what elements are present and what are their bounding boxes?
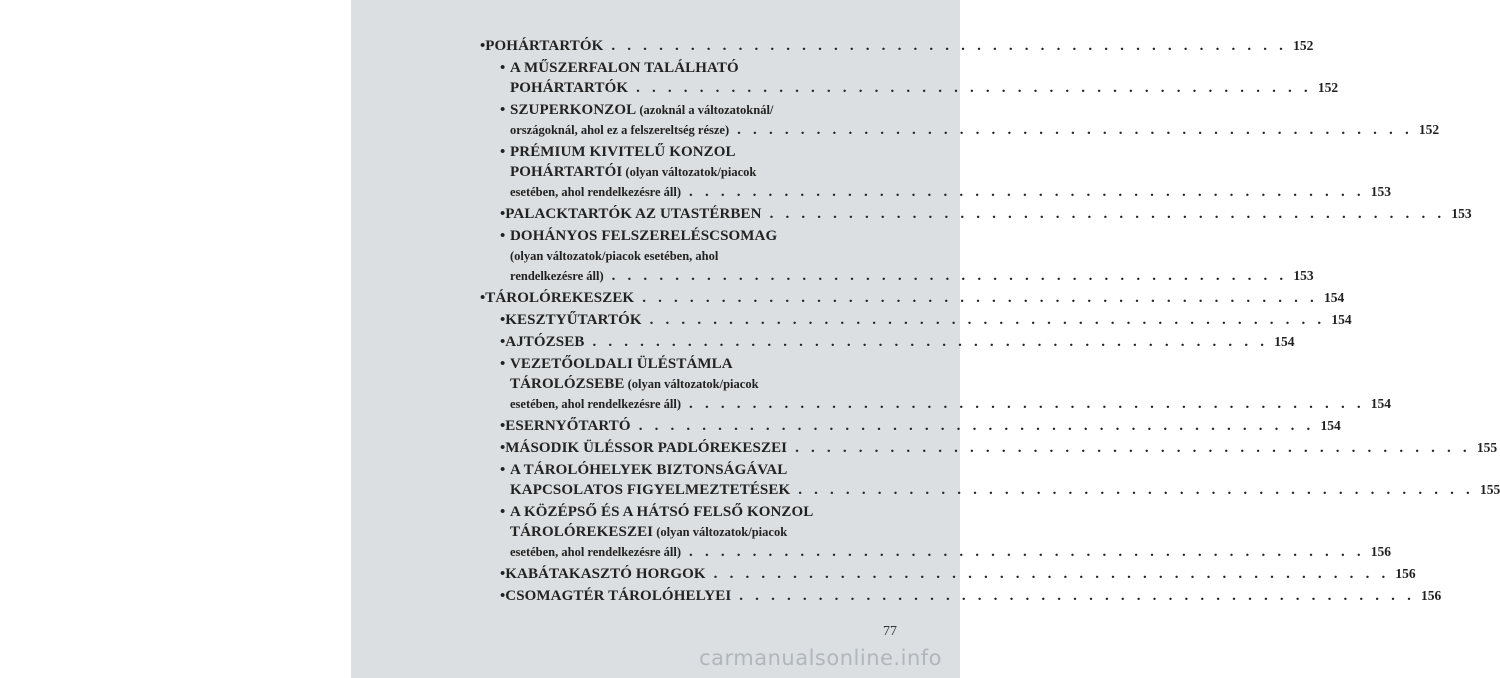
bullet-icon: • <box>500 588 506 604</box>
toc-entry <box>480 36 1314 56</box>
dot-leader: . . . . . . . . . . . . . . . . . . . . . . . . . . . . . . . . . . . . . . . . . . . <box>642 290 1318 306</box>
toc-line <box>500 310 1352 330</box>
toc-page-ref: 152 <box>1317 80 1339 95</box>
toc-line <box>500 394 1392 414</box>
toc-page-ref: 156 <box>1370 544 1392 559</box>
toc-entry <box>500 564 1416 584</box>
toc-page-ref: 156 <box>1421 588 1442 603</box>
dot-leader: . . . . . . . . . . . . . . . . . . . . . . . . . . . . . . . . . . . . . . . . . . . <box>611 268 1288 284</box>
toc-entry <box>500 416 1341 436</box>
bullet-icon: • <box>500 228 506 244</box>
toc-line <box>500 416 1341 436</box>
table-of-contents <box>480 36 1500 606</box>
dot-leader: . . . . . . . . . . . . . . . . . . . . . . . . . . . . . . . . . . . . . . . . . . . <box>713 566 1390 582</box>
toc-page-ref: 152 <box>1418 122 1440 137</box>
toc-line <box>500 58 898 78</box>
dot-leader: . . . . . . . . . . . . . . . . . . . . . . . . . . . . . . . . . . . . . . . . . . . <box>689 396 1365 412</box>
toc-line <box>500 480 1500 500</box>
toc-line <box>500 460 898 480</box>
toc-line <box>480 288 1345 308</box>
bullet-icon: • <box>500 356 506 372</box>
toc-page-ref: 154 <box>1274 334 1295 349</box>
toc-page-ref: 154 <box>1323 290 1345 305</box>
toc-page-ref: 154 <box>1331 312 1352 327</box>
toc-entry-title: TÁROLÓZSEBE <box>510 376 625 392</box>
bullet-icon: • <box>500 144 506 160</box>
toc-entry <box>500 332 1295 352</box>
toc-entry-text <box>510 100 773 120</box>
toc-entry-text: POHÁRTARTÓK <box>510 80 629 96</box>
toc-line <box>500 332 1295 352</box>
toc-entry-title: SZUPERKONZOL <box>510 102 637 118</box>
dot-leader: . . . . . . . . . . . . . . . . . . . . . . . . . . . . . . . . . . . . . . . . . . . <box>638 418 1315 434</box>
toc-entry-text: A KÖZÉPSŐ ÉS A HÁTSÓ FELSŐ KONZOL <box>510 504 814 520</box>
toc-line <box>500 162 898 182</box>
toc-line <box>500 78 1339 98</box>
toc-line <box>500 100 898 120</box>
bullet-icon: • <box>500 566 506 582</box>
toc-entry-text: TÁROLÓREKESZEK <box>485 290 635 306</box>
toc-page-ref: 153 <box>1293 268 1314 283</box>
toc-entry-text <box>510 522 787 542</box>
bullet-icon: • <box>500 334 506 350</box>
toc-line <box>500 374 898 394</box>
watermark: carmanualsonline.info <box>699 646 942 670</box>
dot-leader: . . . . . . . . . . . . . . . . . . . . . . . . . . . . . . . . . . . . . . . . . . . <box>689 544 1365 560</box>
toc-line <box>500 522 898 542</box>
toc-entry-text: (olyan változatok/piacok esetében, ahol <box>510 249 719 263</box>
bullet-icon: • <box>480 38 486 54</box>
toc-line <box>500 142 898 162</box>
toc-entry-text: rendelkezésre áll) <box>510 269 604 283</box>
toc-line <box>500 204 1472 224</box>
bullet-icon: • <box>500 206 506 222</box>
toc-entry-text: esetében, ahol rendelkezésre áll) <box>510 545 682 559</box>
bullet-icon: • <box>500 462 506 478</box>
toc-entry-text: országoknál, ahol ez a felszereltség része) <box>510 123 730 137</box>
toc-entry-text: KAPCSOLATOS FIGYELMEZTETÉSEK <box>510 482 791 498</box>
toc-entry-text: CSOMAGTÉR TÁROLÓHELYEI <box>505 588 732 604</box>
toc-entry-text <box>510 162 756 182</box>
toc-entry-text: KABÁTAKASZTÓ HORGOK <box>505 566 706 582</box>
dot-leader: . . . . . . . . . . . . . . . . . . . . . . . . . . . . . . . . . . . . . . . . . . . <box>611 38 1288 54</box>
dot-leader: . . . . . . . . . . . . . . . . . . . . . . . . . . . . . . . . . . . . . . . . . . . <box>592 334 1269 350</box>
toc-line <box>500 266 1314 286</box>
toc-entry-text: AJTÓZSEB <box>505 334 585 350</box>
dot-leader: . . . . . . . . . . . . . . . . . . . . . . . . . . . . . . . . . . . . . . . . . . . <box>798 482 1474 498</box>
toc-entry-text <box>510 374 759 394</box>
toc-line <box>500 564 1416 584</box>
dot-leader: . . . . . . . . . . . . . . . . . . . . . . . . . . . . . . . . . . . . . . . . . . . <box>739 588 1416 604</box>
bullet-icon: • <box>500 440 506 456</box>
toc-page-ref: 155 <box>1479 482 1500 497</box>
bullet-icon: • <box>500 418 506 434</box>
toc-line <box>500 438 1498 458</box>
toc-entry <box>500 460 1500 500</box>
toc-line <box>500 246 898 266</box>
toc-entry <box>500 586 1442 606</box>
bullet-icon: • <box>500 102 506 118</box>
toc-line <box>500 354 898 374</box>
dot-leader: . . . . . . . . . . . . . . . . . . . . . . . . . . . . . . . . . . . . . . . . . . . <box>689 184 1365 200</box>
toc-entry <box>500 142 1392 202</box>
bullet-icon: • <box>500 504 506 520</box>
toc-entry-text: POHÁRTARTÓK <box>485 38 604 54</box>
toc-page-ref: 154 <box>1370 396 1392 411</box>
bullet-icon: • <box>500 60 506 76</box>
toc-line <box>480 36 1314 56</box>
toc-line <box>500 120 1440 140</box>
toc-entry <box>500 310 1352 330</box>
toc-entry-note: (azoknál a változatoknál/ <box>636 103 774 117</box>
toc-entry-text: esetében, ahol rendelkezésre áll) <box>510 397 682 411</box>
toc-page-ref: 156 <box>1395 566 1416 581</box>
toc-entry <box>480 288 1345 308</box>
toc-entry-note: (olyan változatok/piacok <box>624 377 759 391</box>
toc-page-ref: 155 <box>1476 440 1498 455</box>
toc-entry-note: (olyan változatok/piacok <box>622 165 757 179</box>
toc-entry <box>500 204 1472 224</box>
toc-entry <box>500 226 1314 286</box>
bullet-icon: • <box>480 290 486 306</box>
bullet-icon: • <box>500 312 506 328</box>
blank-left-page <box>0 0 351 678</box>
toc-line <box>500 542 1392 562</box>
dot-leader: . . . . . . . . . . . . . . . . . . . . . . . . . . . . . . . . . . . . . . . . . . . <box>636 80 1312 96</box>
toc-entry-text: A TÁROLÓHELYEK BIZTONSÁGÁVAL <box>510 462 788 478</box>
toc-entry-text: DOHÁNYOS FELSZERELÉSCSOMAG <box>510 228 778 244</box>
dot-leader: . . . . . . . . . . . . . . . . . . . . . . . . . . . . . . . . . . . . . . . . . . . <box>737 122 1413 138</box>
toc-entry <box>500 502 1392 562</box>
toc-page-ref: 153 <box>1451 206 1472 221</box>
dot-leader: . . . . . . . . . . . . . . . . . . . . . . . . . . . . . . . . . . . . . . . . . . . <box>769 206 1446 222</box>
toc-entry-title: POHÁRTARTÓI <box>510 164 623 180</box>
dot-leader: . . . . . . . . . . . . . . . . . . . . . . . . . . . . . . . . . . . . . . . . . . . <box>795 440 1471 456</box>
toc-entry <box>500 58 1339 98</box>
toc-page-ref: 152 <box>1293 38 1314 53</box>
toc-line <box>500 502 898 522</box>
toc-line <box>500 226 898 246</box>
toc-entry <box>500 354 1392 414</box>
toc-entry-text: ESERNYŐTARTÓ <box>505 418 631 434</box>
toc-entry-text: MÁSODIK ÜLÉSSOR PADLÓREKESZEI <box>505 440 788 456</box>
toc-line <box>500 182 1392 202</box>
toc-entry-text: PRÉMIUM KIVITELŰ KONZOL <box>510 144 736 160</box>
toc-entry <box>500 438 1498 458</box>
toc-entry-text: PALACKTARTÓK AZ UTASTÉRBEN <box>505 206 762 222</box>
page-number: 77 <box>883 624 897 639</box>
toc-page-ref: 153 <box>1370 184 1392 199</box>
toc-entry-text: A MŰSZERFALON TALÁLHATÓ <box>510 60 739 76</box>
toc-entry-note: (olyan változatok/piacok <box>653 525 788 539</box>
toc-line <box>500 586 1442 606</box>
toc-entry <box>500 100 1440 140</box>
toc-entry-text: esetében, ahol rendelkezésre áll) <box>510 185 682 199</box>
toc-entry-text: VEZETŐOLDALI ÜLÉSTÁMLA <box>510 356 733 372</box>
toc-entry-text: KESZTYŰTARTÓK <box>505 312 642 328</box>
toc-page-ref: 154 <box>1320 418 1341 433</box>
dot-leader: . . . . . . . . . . . . . . . . . . . . . . . . . . . . . . . . . . . . . . . . . . . <box>649 312 1326 328</box>
toc-entry-title: TÁROLÓREKESZEI <box>510 524 654 540</box>
